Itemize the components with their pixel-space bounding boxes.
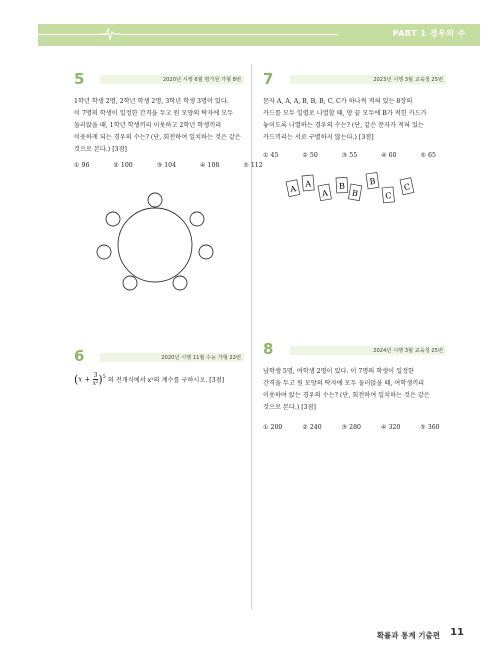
choice-mark: ⑤ (420, 152, 427, 159)
choice-mark: ① (263, 424, 269, 431)
choice-value: 360 (427, 424, 440, 431)
choice-2[interactable] (302, 424, 321, 431)
card-letter: C (403, 182, 412, 193)
answer-choices (263, 424, 440, 431)
choice-mark: ① (263, 152, 269, 159)
problem-line: 것으로 본다.) [3점] (74, 146, 127, 153)
choice-value: 96 (81, 162, 90, 169)
choice-value: 280 (349, 424, 361, 431)
choice-mark: ③ (341, 152, 348, 159)
answer-choices (263, 152, 436, 159)
seat (190, 212, 204, 226)
fraction-numerator: 3 (93, 372, 98, 379)
problem-text (74, 96, 241, 156)
choice-mark: ① (74, 162, 80, 169)
choice-1[interactable] (263, 152, 278, 159)
problem-line: 놓이도록 나열하는 경우의 수는? (단, 같은 문자가 적혀 있는 (263, 122, 424, 129)
answer-choices (74, 162, 263, 169)
fraction-denominator: x² (92, 380, 99, 387)
header-rule-left (38, 34, 108, 35)
choice-4[interactable] (381, 152, 396, 159)
problem-line: 이 7명의 학생이 일정한 간격을 두고 원 모양의 탁자에 모두 (74, 110, 234, 117)
choice-1[interactable] (263, 424, 282, 431)
choice-value: 50 (309, 152, 318, 159)
card-letter: B (351, 188, 359, 199)
header-rule-right (118, 34, 338, 35)
choice-4[interactable] (200, 162, 219, 169)
problem-line: 둘러앉을 때, 1학년 학생끼리 이웃하고 2학년 학생끼리 (74, 122, 222, 129)
exponent: 5 (102, 374, 106, 381)
problem-number: 8 (263, 340, 274, 358)
problem-source: 2023년 시행 3월 교육청 25번 (290, 75, 446, 84)
problem-line: 1학년 학생 2명, 2학년 학생 2명, 3학년 학생 3명이 있다. (74, 98, 229, 105)
choice-5[interactable] (243, 162, 262, 169)
choice-value: 55 (349, 152, 358, 159)
choice-mark: ② (302, 424, 308, 431)
choice-mark: ③ (341, 424, 348, 431)
choice-value: 200 (270, 424, 283, 431)
choice-value: 108 (207, 162, 220, 169)
choice-mark: ② (113, 162, 119, 169)
choice-2[interactable] (113, 162, 132, 169)
seat (173, 276, 187, 290)
card-letter: C (384, 191, 392, 201)
seat (106, 212, 120, 226)
seat (123, 276, 137, 290)
choice-value: 104 (164, 162, 177, 169)
choice-3[interactable] (342, 424, 361, 431)
problem-line: 것으로 본다.) [3점] (263, 404, 316, 411)
choice-mark: ④ (380, 424, 387, 431)
choice-mark: ⑤ (243, 162, 249, 169)
column-divider (251, 64, 252, 609)
card-letter: A (289, 184, 297, 195)
choice-1[interactable] (74, 162, 89, 169)
card-letter: A (304, 179, 312, 189)
problem-number: 5 (74, 70, 85, 88)
choice-value: 45 (270, 152, 279, 159)
problem-source: 2020년 시행 6월 평가원 가형 8번 (100, 75, 244, 84)
choice-5[interactable] (421, 152, 436, 159)
problem-text (263, 366, 430, 414)
choice-value: 320 (388, 424, 401, 431)
choice-value: 60 (388, 152, 397, 159)
seat (148, 193, 162, 207)
footer-book-title: 확률과 통계 기출편 (376, 631, 440, 640)
problem-line: 남학생 5명, 여학생 2명이 있다. 이 7명의 학생이 일정한 (263, 368, 415, 375)
problem-source: 2020년 시행 11월 수능 가형 22번 (100, 353, 244, 362)
seat (97, 245, 111, 259)
problem-line: 문자 A, A, A, B, B, B, C, C가 하나씩 적혀 있는 8장의 (263, 98, 413, 105)
problem-line: 이웃하게 되는 경우의 수는? (단, 회전하여 일치하는 것은 같은 (74, 134, 241, 141)
problem-text: (x + $\frac{3}{\text{x²}}$ )$^5$ 의 전개식에서 x²의 계수를 구하시오. [3점] (74, 372, 225, 387)
choice-5[interactable] (420, 424, 439, 431)
problem-line: 이웃하여 앉는 경우의 수는? (단, 회전하여 일치하는 것은 같은 (263, 392, 430, 399)
problem-source: 2024년 시행 3월 교육청 25번 (290, 346, 446, 355)
problem-number: 7 (263, 70, 274, 88)
letter-cards-illustration (282, 168, 422, 213)
round-table-diagram (90, 190, 220, 300)
choice-mark: ⑤ (420, 424, 426, 431)
choice-value: 100 (120, 162, 133, 169)
seat (199, 245, 213, 259)
heartbeat-icon (100, 27, 120, 43)
problem-text (263, 96, 427, 144)
choice-mark: ④ (200, 162, 206, 169)
problem-line: 의 전개식에서 x²의 계수를 구하시오. [3점] (107, 376, 225, 384)
problem-number: 6 (74, 347, 85, 365)
choice-value: 65 (428, 152, 436, 159)
choice-value: 240 (309, 424, 322, 431)
choice-3[interactable] (342, 152, 357, 159)
card-letter: A (321, 188, 329, 199)
choice-value: 112 (250, 162, 263, 169)
part-title: PART 1 경우의 수 (392, 29, 466, 38)
problem-line: 카드를 모두 일렬로 나열할 때, 양 끝 모두에 B가 적힌 카드가 (263, 110, 427, 117)
card-letter: B (338, 181, 346, 191)
choice-3[interactable] (157, 162, 176, 169)
card-letter: B (369, 176, 377, 187)
round-table (118, 208, 192, 282)
choice-4[interactable] (381, 424, 400, 431)
choice-mark: ② (302, 152, 308, 159)
page-number: 11 (450, 627, 464, 638)
problem-line: 카드끼리는 서로 구별하지 않는다.) [3점] (263, 134, 374, 141)
choice-mark: ④ (381, 152, 387, 159)
choice-2[interactable] (302, 152, 317, 159)
problem-line: 간격을 두고 원 모양의 탁자에 모두 둘러앉을 때, 여학생끼리 (263, 380, 425, 387)
choice-mark: ③ (156, 162, 163, 169)
